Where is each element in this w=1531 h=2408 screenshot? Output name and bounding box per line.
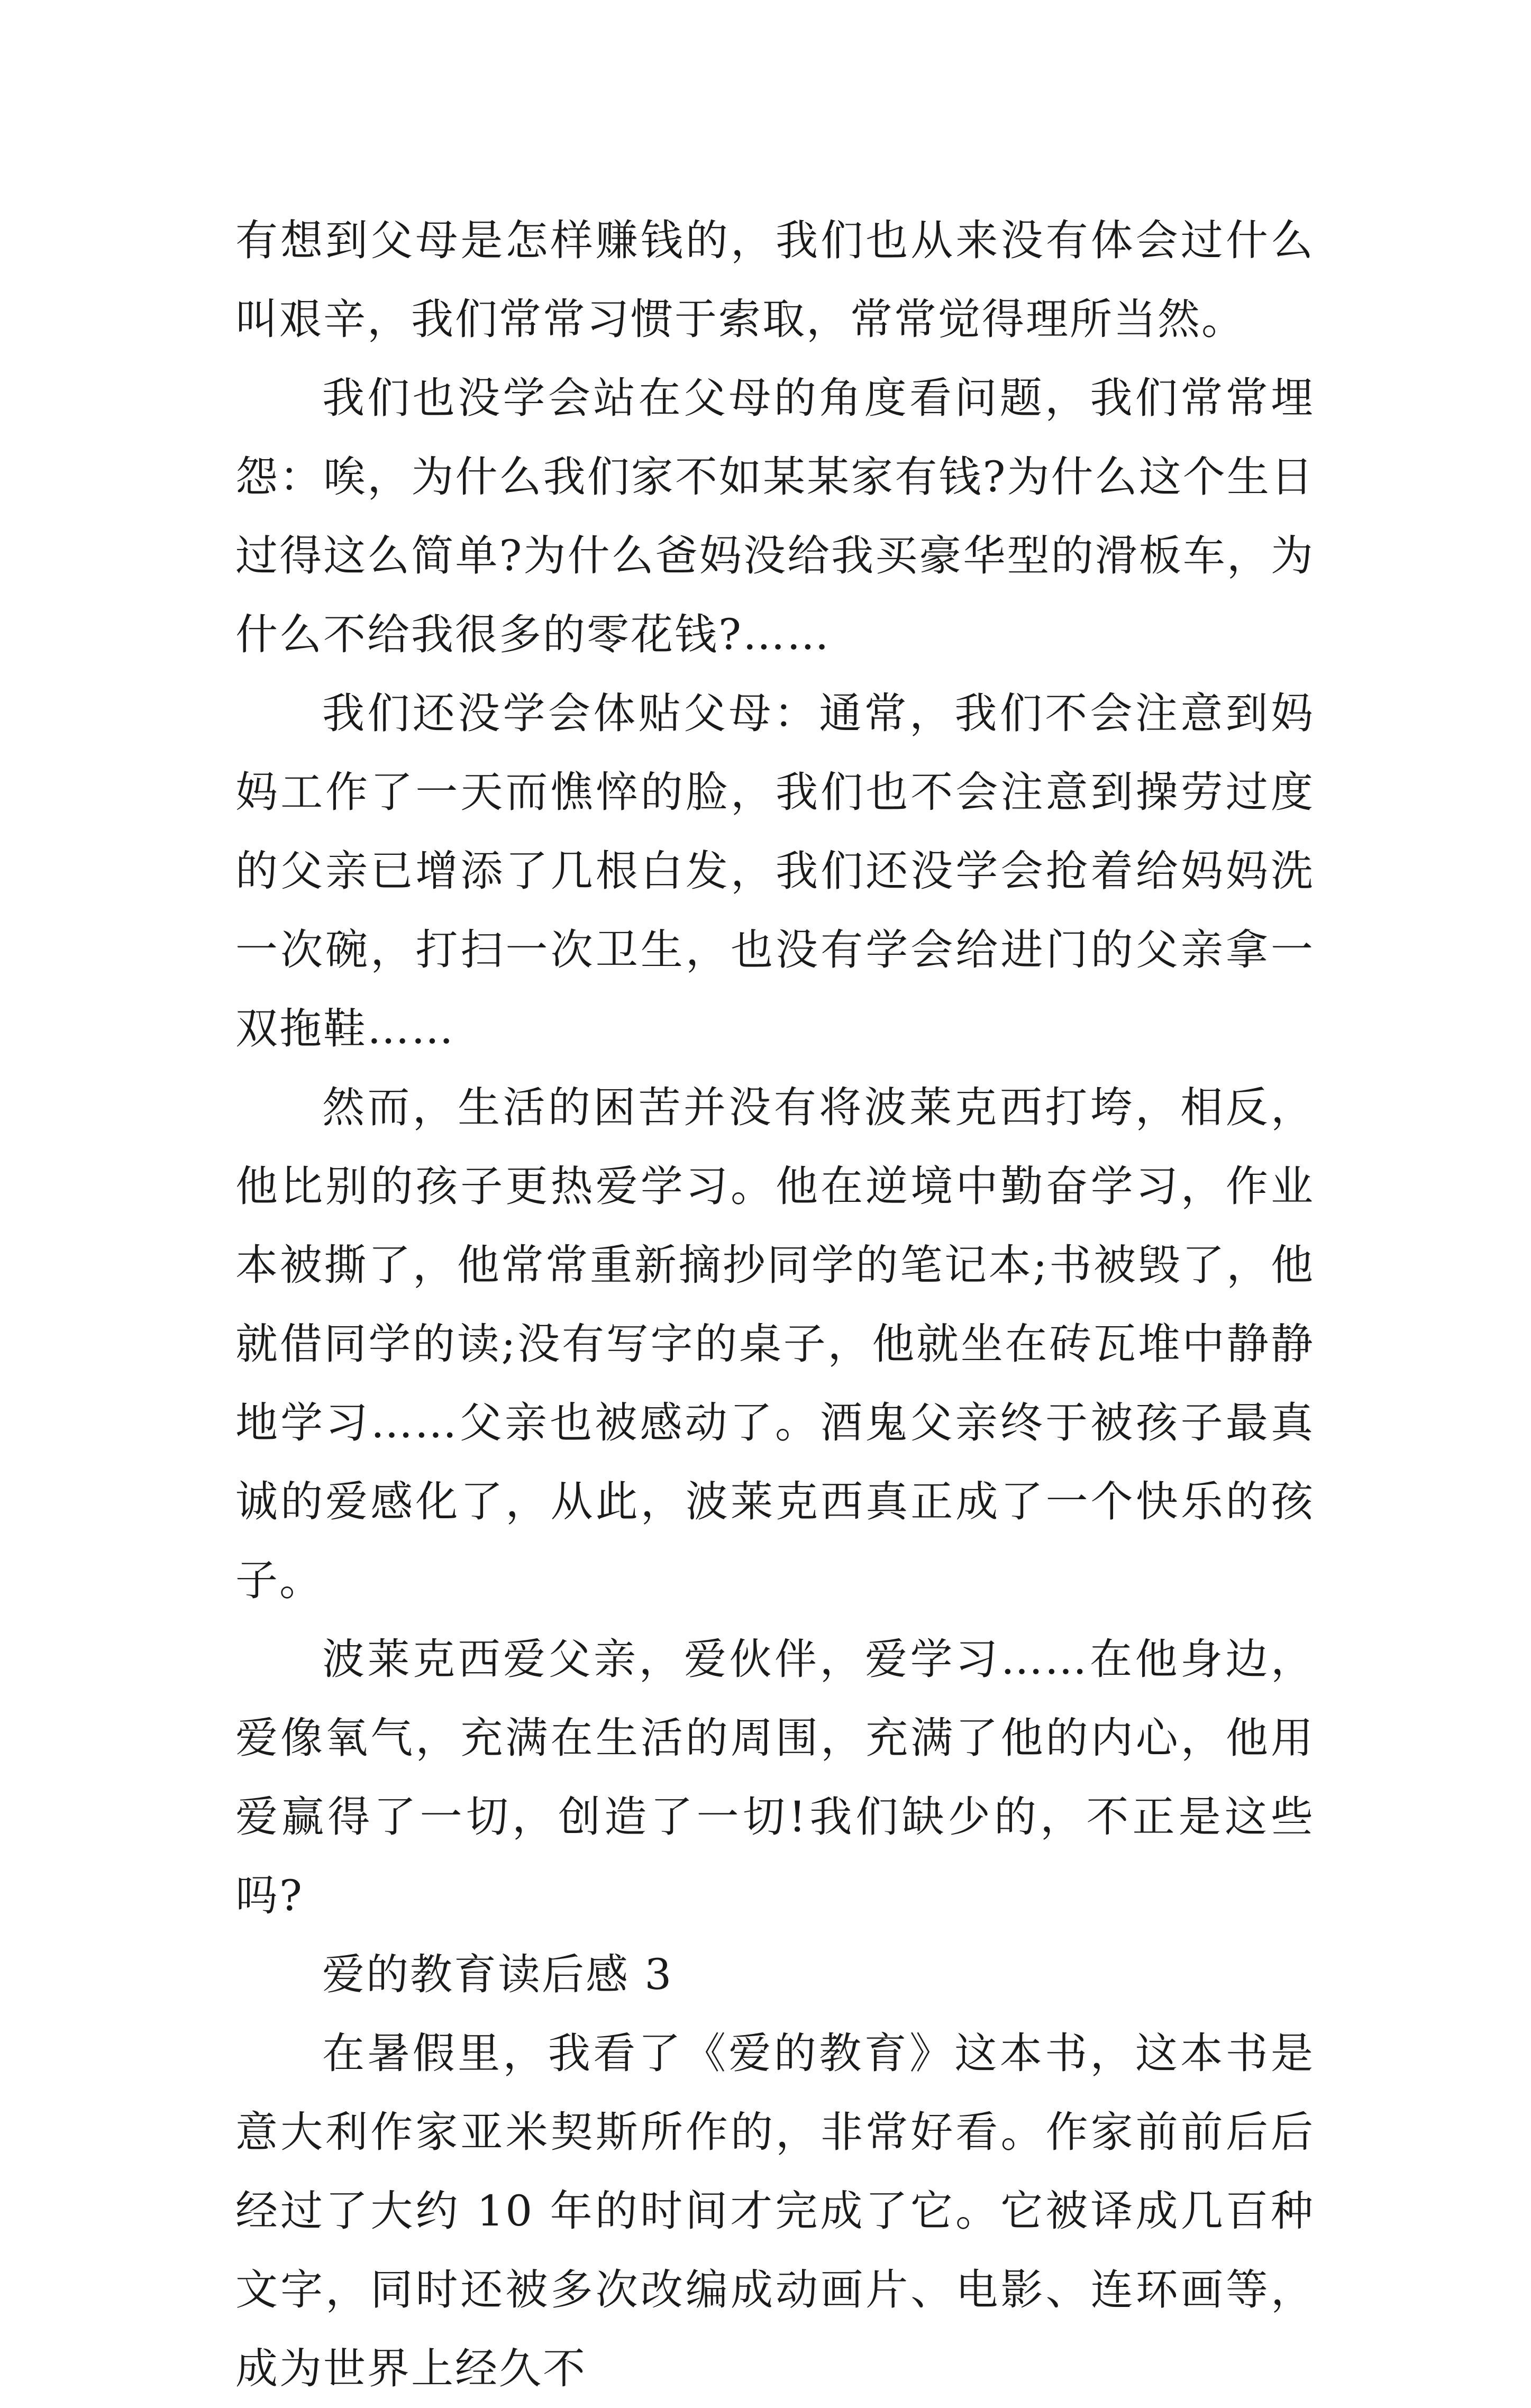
paragraph-1: 有想到父母是怎样赚钱的，我们也从来没有体会过什么叫艰辛，我们常常习惯于索取，常常觉得理所当然。 [235,216,1315,344]
paragraph-3: 我们还没学会体贴父母：通常，我们不会注意到妈妈工作了一天而憔悴的脸，我们也不会注意到操劳过度的父亲已增添了几根白发，我们还没学会抢着给妈妈洗一次碗，打扫一次卫生，也没有学会给进门的父亲拿一双拖鞋…… [235,689,1315,1053]
section-heading: 爱的教育读后感 3 [322,1950,673,1999]
document-body [235,201,1315,2408]
paragraph-2: 我们也没学会站在父母的角度看问题，我们常常埋怨：唉，为什么我们家不如某某家有钱?为什么这个生日过得这么简单?为什么爸妈没给我买豪华型的滑板车，为什么不给我很多的零花钱?…… [235,373,1315,659]
paragraph-6: 在暑假里，我看了《爱的教育》这本书，这本书是意大利作家亚米契斯所作的，非常好看。作家前前后后经过了大约 10 年的时间才完成了它。它被译成几百种文字，同时还被多次改编成动画片、电影、连环画等，成为世界上经久不 [235,2029,1315,2393]
paragraph-4: 然而，生活的困苦并没有将波莱克西打垮，相反，他比别的孩子更热爱学习。他在逆境中勤奋学习，作业本被撕了，他常常重新摘抄同学的笔记本;书被毁了，他就借同学的读;没有写字的桌子，他就坐在砖瓦堆中静静地学习……父亲也被感动了。酒鬼父亲终于被孩子最真诚的爱感化了，从此，波莱克西真正成了一个快乐的孩子。 [235,1083,1315,1605]
paragraph-5: 波莱克西爱父亲，爱伙伴，爱学习……在他身边，爱像氧气，充满在生活的周围，充满了他的内心，他用爱赢得了一切，创造了一切!我们缺少的，不正是这些吗? [235,1635,1315,1920]
